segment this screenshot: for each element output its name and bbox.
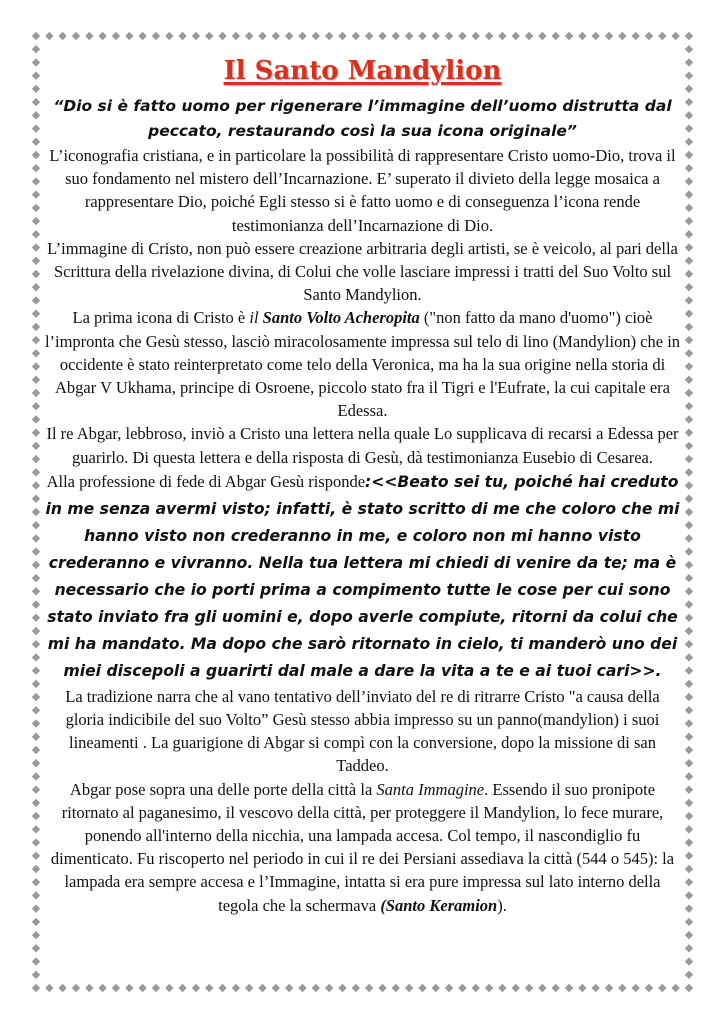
border-diamond bbox=[338, 32, 346, 40]
border-diamond bbox=[685, 230, 693, 238]
border-diamond bbox=[458, 984, 466, 992]
border-diamond bbox=[32, 785, 40, 793]
border-diamond bbox=[32, 680, 40, 688]
border-diamond bbox=[32, 190, 40, 198]
border-diamond bbox=[685, 151, 693, 159]
border-diamond bbox=[685, 124, 693, 132]
border-diamond bbox=[32, 376, 40, 384]
border-diamond bbox=[685, 309, 693, 317]
border-diamond bbox=[578, 984, 586, 992]
paragraph-incarnation: L’iconografia cristiana, e in particolare la possibilità di rappresentare Cristo uomo-Dio, trova il suo fondamento nel mistero dell’Incarnazione. E’ superato il divieto della legge mosaica a rappresentare Dio, poiché Egli stesso si è fatto uomo e di conseguenza l’icona rende testimonianza dell’Incarnazione di Dio. bbox=[49, 146, 676, 235]
border-diamond bbox=[152, 32, 160, 40]
border-diamond bbox=[138, 984, 146, 992]
border-diamond bbox=[72, 32, 80, 40]
p7-before: Abgar pose sopra una delle porte della città la bbox=[69, 779, 377, 799]
border-diamond bbox=[565, 32, 573, 40]
border-diamond bbox=[32, 666, 40, 674]
border-diamond bbox=[32, 309, 40, 317]
border-diamond bbox=[192, 32, 200, 40]
border-diamond bbox=[525, 984, 533, 992]
border-diamond bbox=[685, 415, 693, 423]
border-diamond bbox=[552, 32, 560, 40]
santo-volto-acheropita: Santo Volto Acheropita bbox=[262, 308, 420, 328]
border-diamond bbox=[32, 71, 40, 79]
border-diamond bbox=[178, 32, 186, 40]
border-diamond bbox=[32, 957, 40, 965]
border-diamond bbox=[32, 389, 40, 397]
border-diamond bbox=[685, 733, 693, 741]
border-diamond bbox=[32, 230, 40, 238]
document-body bbox=[44, 54, 681, 917]
border-diamond bbox=[32, 521, 40, 529]
border-diamond bbox=[685, 904, 693, 912]
paragraph-jesus-reply bbox=[44, 469, 681, 685]
border-diamond bbox=[685, 495, 693, 503]
border-diamond bbox=[392, 984, 400, 992]
border-diamond bbox=[32, 257, 40, 265]
border-diamond bbox=[32, 508, 40, 516]
border-diamond bbox=[298, 32, 306, 40]
border-diamond bbox=[32, 587, 40, 595]
paragraph-king-abgar: Il re Abgar, lebbroso, inviò a Cristo una lettera nella quale Lo supplicava di recarsi a Edessa per guarirlo. Di questa lettera e della risposta di Gesù, dà testimonianza Eusebio di Cesarea. bbox=[46, 424, 679, 467]
border-diamond bbox=[432, 32, 440, 40]
border-diamond bbox=[685, 402, 693, 410]
border-diamond bbox=[232, 32, 240, 40]
border-diamond bbox=[498, 984, 506, 992]
paragraph-santa-immagine bbox=[44, 778, 681, 917]
border-diamond bbox=[32, 733, 40, 741]
border-diamond bbox=[685, 428, 693, 436]
border-diamond bbox=[112, 984, 120, 992]
border-diamond bbox=[32, 838, 40, 846]
border-diamond bbox=[32, 442, 40, 450]
border-diamond bbox=[445, 984, 453, 992]
border-diamond bbox=[685, 376, 693, 384]
border-diamond bbox=[258, 32, 266, 40]
border-diamond bbox=[138, 32, 146, 40]
border-diamond bbox=[685, 825, 693, 833]
border-diamond bbox=[325, 984, 333, 992]
border-diamond bbox=[32, 561, 40, 569]
border-diamond bbox=[32, 600, 40, 608]
border-diamond bbox=[685, 547, 693, 555]
border-diamond bbox=[631, 32, 639, 40]
border-diamond bbox=[685, 45, 693, 53]
border-diamond bbox=[685, 349, 693, 357]
border-diamond bbox=[685, 283, 693, 291]
border-diamond bbox=[671, 984, 679, 992]
border-diamond bbox=[245, 32, 253, 40]
border-diamond bbox=[685, 627, 693, 635]
border-diamond bbox=[432, 984, 440, 992]
border-diamond bbox=[32, 177, 40, 185]
border-diamond bbox=[405, 32, 413, 40]
border-diamond bbox=[32, 971, 40, 979]
border-diamond bbox=[685, 323, 693, 331]
border-diamond bbox=[32, 772, 40, 780]
border-diamond bbox=[32, 693, 40, 701]
border-diamond bbox=[85, 984, 93, 992]
paragraph-first-icon bbox=[44, 306, 681, 422]
border-diamond bbox=[645, 32, 653, 40]
border-diamond bbox=[32, 944, 40, 952]
border-diamond bbox=[32, 574, 40, 582]
santo-keramion: (Santo Keramion bbox=[380, 895, 498, 915]
border-diamond bbox=[405, 984, 413, 992]
border-diamond bbox=[58, 984, 66, 992]
border-diamond bbox=[685, 257, 693, 265]
border-diamond bbox=[32, 204, 40, 212]
border-diamond bbox=[685, 865, 693, 873]
p7-end: ). bbox=[497, 895, 507, 915]
border-diamond bbox=[685, 772, 693, 780]
border-diamond bbox=[32, 984, 40, 992]
border-diamond bbox=[32, 640, 40, 648]
border-diamond bbox=[605, 32, 613, 40]
p3-il: il bbox=[249, 308, 263, 328]
opening-quote: “Dio si è fatto uomo per rigenerare l’immagine dell’uomo distrutta dal peccato, restaurando così la sua icona originale” bbox=[53, 97, 672, 140]
border-diamond bbox=[658, 32, 666, 40]
border-diamond bbox=[32, 111, 40, 119]
border-diamond bbox=[365, 984, 373, 992]
border-diamond bbox=[312, 32, 320, 40]
border-diamond bbox=[685, 362, 693, 370]
border-diamond bbox=[32, 799, 40, 807]
border-diamond bbox=[685, 931, 693, 939]
border-diamond bbox=[685, 71, 693, 79]
border-diamond bbox=[85, 32, 93, 40]
santa-immagine: Santa Immagine bbox=[376, 779, 485, 799]
border-diamond bbox=[32, 547, 40, 555]
border-diamond bbox=[352, 32, 360, 40]
border-diamond bbox=[165, 984, 173, 992]
border-diamond bbox=[685, 389, 693, 397]
border-diamond bbox=[125, 32, 133, 40]
border-diamond bbox=[258, 984, 266, 992]
border-diamond bbox=[592, 984, 600, 992]
border-diamond bbox=[472, 984, 480, 992]
border-diamond bbox=[32, 243, 40, 251]
border-diamond bbox=[272, 32, 280, 40]
border-diamond bbox=[32, 270, 40, 278]
border-diamond bbox=[685, 587, 693, 595]
border-diamond bbox=[685, 680, 693, 688]
border-diamond bbox=[32, 164, 40, 172]
border-diamond bbox=[218, 984, 226, 992]
p3-after: ("non fatto da mano d'uomo") cioè l’impronta che Gesù stesso, lasciò miracolosamente impressa sul telo di lino (Mandylion) che in occidente è stato reinterpretato come telo della Veronica, ma ha la sua origine nella storia di Abgar V Ukhama, principe di Osroene, piccolo stato fra il Tigri e l'Eufrate, la cui capitale era Edessa. bbox=[44, 308, 681, 421]
border-diamond bbox=[685, 138, 693, 146]
border-diamond bbox=[32, 481, 40, 489]
border-diamond bbox=[245, 984, 253, 992]
border-diamond bbox=[32, 918, 40, 926]
border-diamond bbox=[392, 32, 400, 40]
border-diamond bbox=[32, 812, 40, 820]
border-diamond bbox=[485, 984, 493, 992]
border-diamond bbox=[671, 32, 679, 40]
border-diamond bbox=[98, 984, 106, 992]
border-diamond bbox=[685, 640, 693, 648]
border-diamond bbox=[378, 32, 386, 40]
border-diamond bbox=[512, 984, 520, 992]
border-diamond bbox=[112, 32, 120, 40]
border-diamond bbox=[32, 217, 40, 225]
border-diamond bbox=[32, 852, 40, 860]
border-diamond bbox=[685, 336, 693, 344]
reply-intro: Alla professione di fede di Abgar Gesù risponde bbox=[46, 471, 366, 491]
border-diamond bbox=[472, 32, 480, 40]
border-diamond bbox=[445, 32, 453, 40]
border-diamond bbox=[685, 878, 693, 886]
border-diamond bbox=[685, 785, 693, 793]
border-diamond bbox=[45, 32, 53, 40]
border-diamond bbox=[685, 971, 693, 979]
border-diamond bbox=[685, 891, 693, 899]
border-diamond bbox=[32, 865, 40, 873]
border-diamond bbox=[525, 32, 533, 40]
border-diamond bbox=[218, 32, 226, 40]
border-diamond bbox=[685, 85, 693, 93]
border-diamond bbox=[645, 984, 653, 992]
border-diamond bbox=[418, 984, 426, 992]
border-diamond bbox=[685, 746, 693, 754]
border-diamond bbox=[298, 984, 306, 992]
border-diamond bbox=[685, 852, 693, 860]
border-diamond bbox=[32, 931, 40, 939]
border-diamond bbox=[32, 98, 40, 106]
border-diamond bbox=[631, 984, 639, 992]
border-diamond bbox=[512, 32, 520, 40]
border-diamond bbox=[32, 349, 40, 357]
border-diamond bbox=[685, 164, 693, 172]
border-diamond bbox=[685, 190, 693, 198]
border-diamond bbox=[32, 468, 40, 476]
border-diamond bbox=[685, 918, 693, 926]
border-diamond bbox=[32, 455, 40, 463]
border-diamond bbox=[72, 984, 80, 992]
border-diamond bbox=[685, 98, 693, 106]
p3-before: La prima icona di Cristo è bbox=[72, 308, 250, 328]
border-diamond bbox=[685, 534, 693, 542]
reply-text: :<<Beato sei tu, poiché hai creduto in me senza avermi visto; infatti, è stato scritto di me che coloro che mi hanno visto non crederanno in me, e coloro non mi hanno visto crederanno e vivranno. Nella tua lettera mi chiedi di venire da te; ma è necessario che io porti prima a compimento tutte le cose per cui sono stato inviato fra gli uomini e, dopo averle compiute, ritorni da colui che mi ha mandato. Ma dopo che sarò ritornato in cielo, ti manderò uno dei miei discepoli a guarirti dal male a dare la vita a te e ai tuoi cari>>. bbox=[45, 472, 680, 680]
border-diamond bbox=[178, 984, 186, 992]
border-diamond bbox=[685, 799, 693, 807]
border-diamond bbox=[32, 759, 40, 767]
border-diamond bbox=[32, 627, 40, 635]
border-diamond bbox=[32, 283, 40, 291]
border-diamond bbox=[685, 32, 693, 40]
border-diamond bbox=[32, 362, 40, 370]
border-diamond bbox=[365, 32, 373, 40]
border-diamond bbox=[32, 124, 40, 132]
border-diamond bbox=[498, 32, 506, 40]
border-diamond bbox=[125, 984, 133, 992]
border-diamond bbox=[685, 177, 693, 185]
border-diamond bbox=[32, 138, 40, 146]
border-diamond bbox=[685, 455, 693, 463]
border-diamond bbox=[592, 32, 600, 40]
border-diamond bbox=[232, 984, 240, 992]
border-diamond bbox=[552, 984, 560, 992]
border-diamond bbox=[685, 217, 693, 225]
border-diamond bbox=[685, 508, 693, 516]
border-diamond bbox=[685, 521, 693, 529]
paragraph-tradition: La tradizione narra che al vano tentativo dell’inviato del re di ritrarre Cristo "a causa della gloria indicibile del suo Volto” Gesù stesso abbia impresso su un panno(mandylion) i suoi lineamenti . La guarigione di Abgar si compì con la conversione, dopo la missione di san Taddeo. bbox=[65, 686, 660, 776]
border-diamond bbox=[32, 415, 40, 423]
border-diamond bbox=[538, 32, 546, 40]
border-diamond bbox=[378, 984, 386, 992]
border-diamond bbox=[32, 614, 40, 622]
border-diamond bbox=[32, 495, 40, 503]
border-diamond bbox=[325, 32, 333, 40]
border-diamond bbox=[338, 984, 346, 992]
border-diamond bbox=[205, 32, 213, 40]
border-diamond bbox=[32, 151, 40, 159]
border-diamond bbox=[32, 85, 40, 93]
border-diamond bbox=[32, 32, 40, 40]
border-diamond bbox=[32, 653, 40, 661]
border-diamond bbox=[458, 32, 466, 40]
border-diamond bbox=[98, 32, 106, 40]
border-diamond bbox=[205, 984, 213, 992]
border-diamond bbox=[32, 706, 40, 714]
p7-after: . Essendo il suo pronipote ritornato al paganesimo, il vescovo della città, per proteggere il Mandylion, lo fece murare, ponendo all'interno della nicchia, una lampada accesa. Col tempo, il nascondiglio fu dimenticato. Fu riscoperto nel periodo in cui il re dei Persiani assediava la città (544 o 545): la lampada era sempre accesa e l’Immagine, intatta si era pure impressa sul lato interno della tegola che la schermava bbox=[50, 779, 675, 915]
border-diamond bbox=[685, 111, 693, 119]
border-diamond bbox=[685, 719, 693, 727]
border-diamond bbox=[32, 719, 40, 727]
border-diamond bbox=[32, 323, 40, 331]
border-diamond bbox=[32, 891, 40, 899]
border-diamond bbox=[685, 561, 693, 569]
border-diamond bbox=[45, 984, 53, 992]
border-diamond bbox=[272, 984, 280, 992]
border-diamond bbox=[58, 32, 66, 40]
border-diamond bbox=[685, 600, 693, 608]
border-diamond bbox=[565, 984, 573, 992]
border-diamond bbox=[285, 984, 293, 992]
border-diamond bbox=[618, 32, 626, 40]
border-diamond bbox=[685, 204, 693, 212]
border-diamond bbox=[32, 746, 40, 754]
border-diamond bbox=[685, 58, 693, 66]
border-diamond bbox=[165, 32, 173, 40]
border-diamond bbox=[685, 270, 693, 278]
border-diamond bbox=[32, 402, 40, 410]
border-diamond bbox=[685, 957, 693, 965]
border-diamond bbox=[32, 58, 40, 66]
border-diamond bbox=[685, 442, 693, 450]
border-diamond bbox=[32, 534, 40, 542]
border-diamond bbox=[32, 296, 40, 304]
border-diamond bbox=[685, 614, 693, 622]
border-diamond bbox=[312, 984, 320, 992]
border-diamond bbox=[538, 984, 546, 992]
border-diamond bbox=[685, 481, 693, 489]
border-diamond bbox=[285, 32, 293, 40]
border-diamond bbox=[32, 904, 40, 912]
border-diamond bbox=[32, 336, 40, 344]
border-diamond bbox=[685, 653, 693, 661]
border-diamond bbox=[685, 468, 693, 476]
border-diamond bbox=[685, 243, 693, 251]
border-diamond bbox=[352, 984, 360, 992]
border-diamond bbox=[685, 666, 693, 674]
border-diamond bbox=[685, 706, 693, 714]
border-diamond bbox=[618, 984, 626, 992]
border-diamond bbox=[685, 812, 693, 820]
border-diamond bbox=[192, 984, 200, 992]
border-diamond bbox=[32, 878, 40, 886]
paragraph-image-of-christ: L’immagine di Cristo, non può essere creazione arbitraria degli artisti, se è veicolo, al pari della Scrittura della rivelazione divina, di Colui che volle lasciare impressi i tratti del Suo Volto sul Santo Mandylion. bbox=[47, 238, 678, 305]
border-diamond bbox=[685, 944, 693, 952]
border-diamond bbox=[485, 32, 493, 40]
border-diamond bbox=[32, 428, 40, 436]
border-diamond bbox=[685, 693, 693, 701]
border-diamond bbox=[32, 45, 40, 53]
page-title: Il Santo Mandylion bbox=[223, 56, 502, 86]
border-diamond bbox=[605, 984, 613, 992]
border-diamond bbox=[685, 838, 693, 846]
border-diamond bbox=[685, 296, 693, 304]
border-diamond bbox=[32, 825, 40, 833]
border-diamond bbox=[685, 759, 693, 767]
border-diamond bbox=[152, 984, 160, 992]
border-diamond bbox=[658, 984, 666, 992]
border-diamond bbox=[578, 32, 586, 40]
border-diamond bbox=[685, 984, 693, 992]
border-diamond bbox=[685, 574, 693, 582]
border-diamond bbox=[418, 32, 426, 40]
